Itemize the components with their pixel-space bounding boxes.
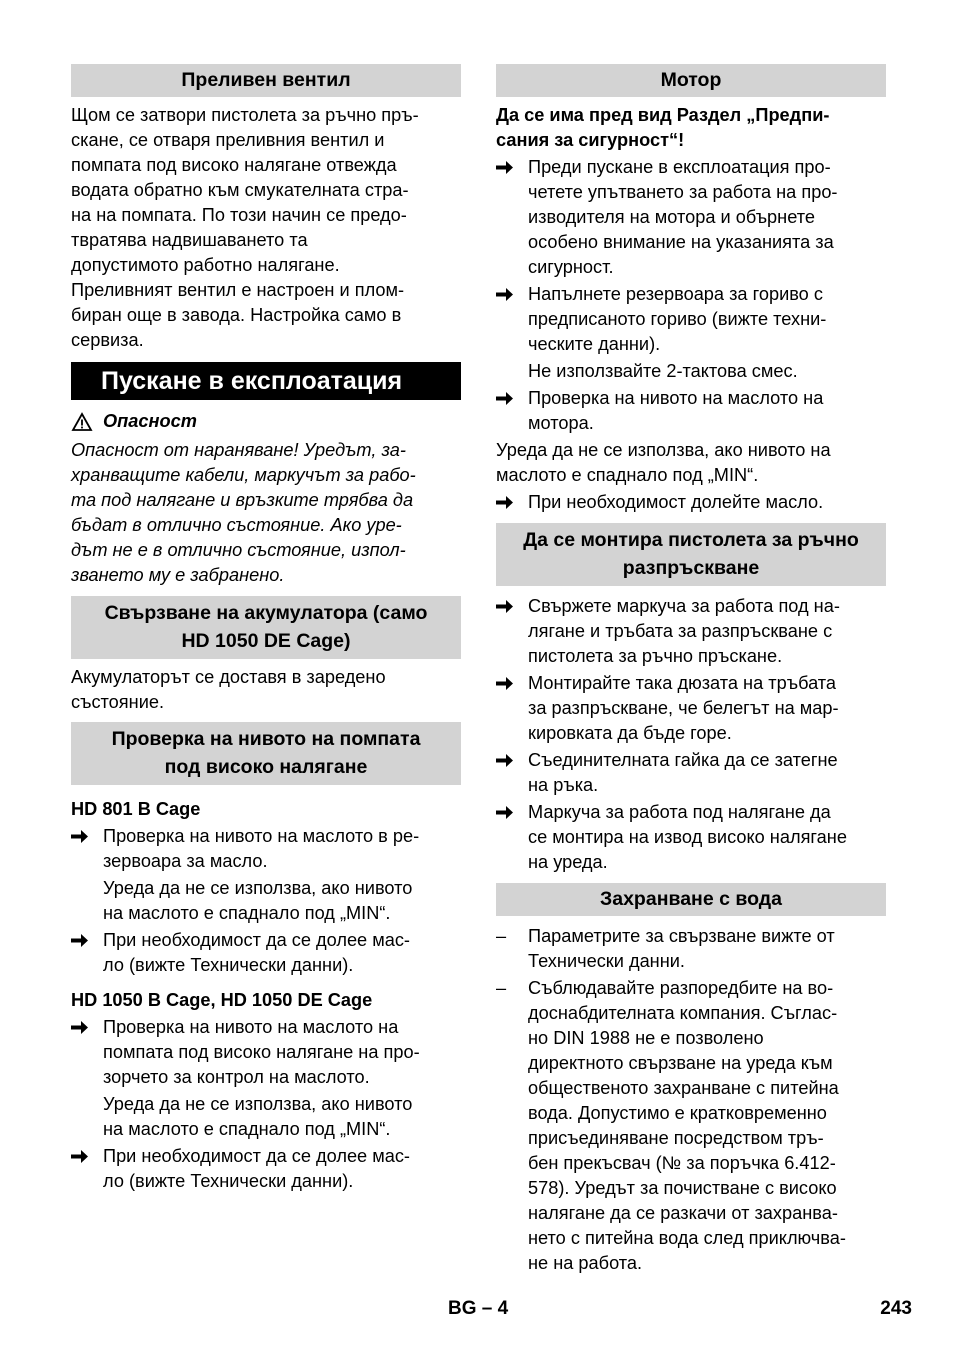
- text-line: налягане да се разкачи от захранва-: [528, 1203, 838, 1223]
- text-line: Напълнете резервоара за гориво с: [528, 284, 823, 304]
- text-line: кировката да бъде горе.: [528, 723, 732, 743]
- text-line: но DIN 1988 не е позволено: [528, 1028, 764, 1048]
- text-line: ческите данни).: [528, 334, 661, 354]
- arrow-right-icon: [496, 800, 522, 820]
- overflow-valve-heading: Преливен вентил: [71, 64, 461, 97]
- motor-step3: [496, 386, 886, 436]
- text-line: допустимото работно налягане.: [71, 255, 340, 275]
- motor-heading: Мотор: [496, 64, 886, 97]
- text-line: за разпръскване, че белегът на мар-: [528, 698, 839, 718]
- text-line: Преливният вентил е настроен и плом-: [71, 280, 405, 300]
- gun-step3: [496, 748, 886, 798]
- text-line: пистолета за ръчно пръскане.: [528, 646, 783, 666]
- model1-note: [71, 876, 461, 926]
- text-line: на ръка.: [528, 775, 599, 795]
- overflow-valve-text: [71, 103, 461, 353]
- danger-label: Опасност: [103, 411, 197, 431]
- text-line: хранващите кабели, маркучът за рабо-: [71, 465, 416, 485]
- motor-step4: [496, 490, 886, 515]
- text-line: особено внимание на указанията за: [528, 232, 834, 252]
- motor-step1: [496, 155, 886, 280]
- text-line: изводителя на мотора и обърнете: [528, 207, 815, 227]
- text-line: Уреда да не се използва, ако нивото: [103, 878, 413, 898]
- text-line: Технически данни.: [528, 951, 685, 971]
- text-line: директното свързване на уреда към: [528, 1053, 833, 1073]
- dash-bullet: –: [496, 978, 507, 998]
- text-line: състояние.: [71, 692, 165, 712]
- text-line: нето с питейна вода след приключва-: [528, 1228, 846, 1248]
- text-line: бен прекъсвач (№ за поръчка 6.412-: [528, 1153, 836, 1173]
- gun-step1: [496, 594, 886, 669]
- text-line: помпата под високо налягане на про-: [103, 1042, 420, 1062]
- text-line: сервиза.: [71, 330, 144, 350]
- text-line: Проверка на нивото на маслото в ре-: [103, 826, 420, 846]
- text-line: мотора.: [528, 413, 594, 433]
- text-line: Уреда да не се използва, ако нивото: [103, 1094, 413, 1114]
- text-line: Уреда да не се използва, ако нивото на: [496, 440, 831, 460]
- text-line: на маслото е спаднало под „MIN“.: [103, 903, 391, 923]
- battery-heading: [71, 596, 461, 659]
- text-line: зването му е забранено.: [71, 565, 285, 585]
- text-line: Проверка на нивото на маслото на: [103, 1017, 399, 1037]
- danger-label-row: [71, 409, 461, 434]
- model2-step2: [71, 1144, 461, 1194]
- text-line: на уреда.: [528, 852, 608, 872]
- text-line: твратява надвишаването та: [71, 230, 308, 250]
- text-line: под високо налягане: [164, 756, 368, 778]
- gun-step4: [496, 800, 886, 875]
- water-item2: [496, 976, 886, 1276]
- arrow-right-icon: [496, 155, 522, 175]
- arrow-right-icon: [496, 386, 522, 406]
- model2-note: [71, 1092, 461, 1142]
- text-line: та под налягане и връзките трябва да: [71, 490, 414, 510]
- model1-heading: HD 801 B Cage: [71, 799, 201, 819]
- text-line: Акумулаторът се доставя в заредено: [71, 667, 386, 687]
- text-line: лягане и тръбата за разпръскване с: [528, 621, 833, 641]
- text-line: HD 1050 DE Cage): [181, 630, 351, 652]
- startup-heading: Пускане в експлоатация: [71, 362, 461, 400]
- arrow-right-icon: [496, 671, 522, 691]
- model1-step2: [71, 928, 461, 978]
- text-line: Проверка на нивото на маслото на: [528, 388, 824, 408]
- text-line: Съединителната гайка да се затегне: [528, 750, 838, 770]
- dash-bullet: –: [496, 926, 507, 946]
- text-line: скане, се отваря преливния вентил и: [71, 130, 385, 150]
- text-line: бъдат в отлично състояние. Ако уре-: [71, 515, 402, 535]
- motor-oil-text: [496, 438, 886, 488]
- text-line: Параметрите за свързване вижте от: [528, 926, 835, 946]
- model2-step1: [71, 1015, 461, 1090]
- model1-step1: [71, 824, 461, 874]
- motor-safety-note: [496, 103, 886, 153]
- motor-step2: [496, 282, 886, 357]
- text-line: помпата под високо налягане отвежда: [71, 155, 397, 175]
- text-line: ло (вижте Технически данни).: [103, 955, 354, 975]
- arrow-right-icon: [496, 490, 522, 510]
- text-line: вода. Допустимо е кратковременно: [528, 1103, 827, 1123]
- right-column: [496, 64, 886, 1276]
- pump-level-heading: [71, 722, 461, 785]
- text-line: водата обратно към смукателната стра-: [71, 180, 409, 200]
- gun-heading: [496, 523, 886, 586]
- page-number: 243: [880, 1298, 912, 1319]
- arrow-right-icon: [496, 748, 522, 768]
- text-line: Монтирайте така дюзата на тръбата: [528, 673, 837, 693]
- text-line: маслото е спаднало под „MIN“.: [496, 465, 759, 485]
- text-line: сигурност.: [528, 257, 614, 277]
- arrow-right-icon: [496, 282, 522, 302]
- text-line: Да се монтира пистолета за ръчно: [523, 529, 859, 551]
- text-line: ло (вижте Технически данни).: [103, 1171, 354, 1191]
- text-line: сания за сигурност“!: [496, 130, 685, 150]
- water-item1: [496, 924, 886, 974]
- text-line: При необходимост да се долее мас-: [103, 930, 410, 950]
- gun-step2: [496, 671, 886, 746]
- text-line: Щом се затвори пистолета за ръчно пръ-: [71, 105, 419, 125]
- warning-triangle-icon: [71, 412, 93, 432]
- arrow-right-icon: [71, 824, 97, 844]
- arrow-right-icon: [71, 1144, 97, 1164]
- text-line: Да се има пред вид Раздел „Предпи-: [496, 105, 830, 125]
- text-line: разпръскване: [622, 557, 760, 579]
- battery-text: [71, 665, 461, 715]
- text-line: зорчето за контрол на маслото.: [103, 1067, 370, 1087]
- arrow-right-icon: [71, 1015, 97, 1035]
- model2-heading: HD 1050 B Cage, HD 1050 DE Cage: [71, 990, 373, 1010]
- text-line: Опасност от нараняване! Уредът, за-: [71, 440, 406, 460]
- text-line: При необходимост долейте масло.: [528, 492, 824, 512]
- text-line: на маслото е спаднало под „MIN“.: [103, 1119, 391, 1139]
- text-line: доснабдителната компания. Съглас-: [528, 1003, 838, 1023]
- text-line: се монтира на извод високо налягане: [528, 827, 847, 847]
- arrow-right-icon: [496, 594, 522, 614]
- text-line: Свържете маркуча за работа под на-: [528, 596, 840, 616]
- left-column: [71, 64, 461, 1194]
- text-line: четете упътването за работа на про-: [528, 182, 838, 202]
- footer-language-code: BG – 4: [448, 1298, 509, 1319]
- motor-step2-note: Не използвайте 2-тактова смес.: [528, 361, 798, 381]
- text-line: предписаното гориво (вижте техни-: [528, 309, 827, 329]
- text-line: Съблюдавайте разпоредбите на во-: [528, 978, 834, 998]
- text-line: не на работа.: [528, 1253, 643, 1273]
- text-line: биран още в завода. Настройка само в: [71, 305, 402, 325]
- text-line: 578). Уредът за почистване с високо: [528, 1178, 837, 1198]
- text-line: Маркуча за работа под налягане да: [528, 802, 831, 822]
- danger-text: [71, 438, 461, 588]
- arrow-right-icon: [71, 928, 97, 948]
- text-line: дът не е в отлично състояние, изпол-: [71, 540, 406, 560]
- text-line: Свързване на акумулатора (само: [104, 602, 428, 624]
- water-heading: Захранване с вода: [496, 883, 886, 916]
- text-line: Преди пускане в експлоатация про-: [528, 157, 831, 177]
- text-line: присъединяване посредством тръ-: [528, 1128, 824, 1148]
- text-line: Проверка на нивото на помпата: [111, 728, 421, 750]
- text-line: общественото захранване с питейна: [528, 1078, 839, 1098]
- text-line: При необходимост да се долее мас-: [103, 1146, 410, 1166]
- text-line: на на помпата. По този начин се предо-: [71, 205, 407, 225]
- text-line: зервоара за масло.: [103, 851, 268, 871]
